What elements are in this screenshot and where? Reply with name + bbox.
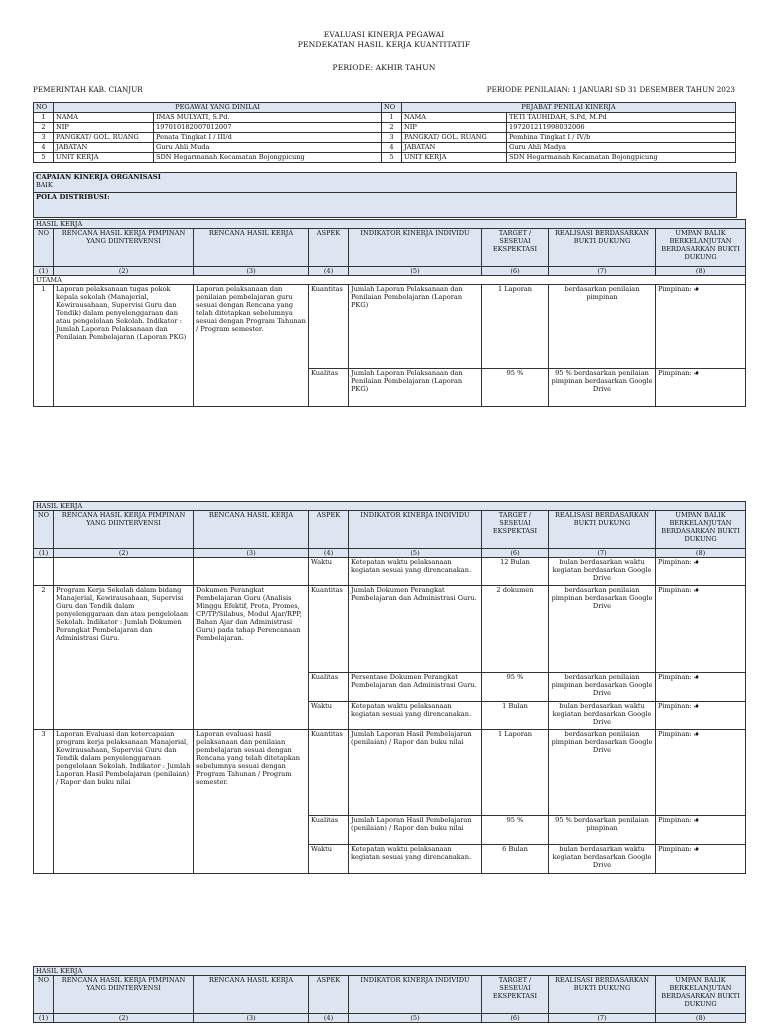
col-header-umpan-balik: UMPAN BALIK BERKELANJUTAN BERDASARKAN BUKTI DUKUNG bbox=[656, 229, 746, 267]
target-cell: 95 % bbox=[482, 673, 549, 702]
umpan-balik-cell bbox=[656, 816, 746, 845]
target-cell: 1 Laporan bbox=[482, 285, 549, 369]
table-row bbox=[34, 558, 746, 586]
aspek-cell: Kualitas bbox=[309, 816, 349, 845]
identity-label: PANGKAT/ GOL. RUANG bbox=[54, 133, 154, 143]
umpan-balik-label: Pimpinan: bbox=[658, 673, 692, 681]
doc-periode: PERIODE: AKHIR TAHUN bbox=[332, 63, 436, 72]
hasil-kerja-header-row bbox=[34, 976, 746, 1014]
rhk-cell: Laporan evaluasi hasil pelaksanaan dan penilaian pembelajaran sesuai dengan Rencana yang telah ditetapkan sebelumnya sesuai dengan Program Tahunan / Program semester. bbox=[194, 730, 309, 874]
indikator-cell: Jumlah Laporan Pelaksanaan dan Penilaian Pembelajaran (Laporan PKG) bbox=[349, 285, 482, 369]
umpan-balik-label: Pimpinan: bbox=[658, 558, 692, 566]
identity-label: PANGKAT/ GOL. RUANG bbox=[402, 133, 507, 143]
periode-penilaian-label: PERIODE PENILAIAN: 1 JANUARI SD 31 DESEMBER TAHUN 2023 bbox=[486, 85, 735, 94]
identity-header-row bbox=[34, 103, 736, 113]
identity-no: 4 bbox=[382, 143, 402, 153]
pejabat-header: PEJABAT PENILAI KINERJA bbox=[402, 103, 736, 113]
col-header-indikator: INDIKATOR KINERJA INDIVIDU bbox=[349, 511, 482, 549]
col-number: (1) bbox=[34, 1014, 54, 1023]
realisasi-cell: bulan berdasarkan waktu kegiatan berdasarkan Google Drive bbox=[549, 845, 656, 874]
col-header-rhk-pimpinan: RENCANA HASIL KERJA PIMPINAN YANG DIINTERVENSI bbox=[54, 511, 194, 549]
realisasi-cell: bulan berdasarkan waktu kegiatan berdasarkan Google Drive bbox=[549, 702, 656, 730]
column-number-row bbox=[34, 267, 746, 276]
col-number: (5) bbox=[349, 1014, 482, 1023]
col-header-realisasi: REALISASI BERDASARKAN BUKTI DUKUNG bbox=[549, 976, 656, 1014]
realisasi-cell: berdasarkan penilaian pimpinan bbox=[549, 285, 656, 369]
col-number: (1) bbox=[34, 267, 54, 276]
rhk-pimpinan-cell: Program Kerja Sekolah dalam bidang Manajerial, Kewirausahaan, Supervisi Guru dan Tendik dalam penyelenggaraan dan atau pengelolaan Sekolah. Indikator : Jumlah Dokumen Perangkat Pembelajaran dan Administrasi Guru. bbox=[54, 586, 194, 730]
rhk-cell: Dokumen Perangkat Pembelajaran Guru (Analisis Minggu Efektif, Prota, Promes, CP/TP/Silabus, Modul Ajar/RPP, Bahan Ajar dan Administrasi Guru) pada tahap Perencanaan Pembelajaran. bbox=[194, 586, 309, 730]
col-number: (7) bbox=[549, 549, 656, 558]
col-header-rhk: RENCANA HASIL KERJA bbox=[194, 229, 309, 267]
col-header-rhk-pimpinan: RENCANA HASIL KERJA PIMPINAN YANG DIINTERVENSI bbox=[54, 976, 194, 1014]
col-number: (6) bbox=[482, 1014, 549, 1023]
capaian-kinerja-block bbox=[33, 172, 737, 193]
indikator-cell: Jumlah Laporan Hasil Pembelajaran (penilaian) / Rapor dan buku nilai bbox=[349, 816, 482, 845]
hasil-kerja-table-2 bbox=[33, 501, 746, 874]
col-header-realisasi: REALISASI BERDASARKAN BUKTI DUKUNG bbox=[549, 229, 656, 267]
identity-left-value: Guru Ahli Muda bbox=[154, 143, 382, 153]
aspek-cell: Waktu bbox=[309, 845, 349, 874]
col-header-realisasi: REALISASI BERDASARKAN BUKTI DUKUNG bbox=[549, 511, 656, 549]
identity-right-value: Guru Ahli Madya bbox=[507, 143, 736, 153]
doc-title-1: EVALUASI KINERJA PEGAWAI bbox=[323, 30, 445, 39]
indikator-cell: Jumlah Dokumen Perangkat Pembelajaran dan Administrasi Guru. bbox=[349, 586, 482, 673]
identity-label: NIP bbox=[54, 123, 154, 133]
identity-label: UNIT KERJA bbox=[402, 153, 507, 163]
identity-no: 4 bbox=[34, 143, 54, 153]
identity-row bbox=[34, 123, 736, 133]
col-number: (1) bbox=[34, 549, 54, 558]
aspek-cell: Waktu bbox=[309, 558, 349, 586]
col-number: (3) bbox=[194, 1014, 309, 1023]
instansi-label: PEMERINTAH KAB. CIANJUR bbox=[33, 85, 143, 94]
umpan-balik-label: Pimpinan: bbox=[658, 369, 692, 377]
realisasi-cell: berdasarkan penilaian pimpinan berdasarkan Google Drive bbox=[549, 586, 656, 673]
umpan-balik-cell bbox=[656, 673, 746, 702]
col-header-rhk: RENCANA HASIL KERJA bbox=[194, 976, 309, 1014]
col-number: (2) bbox=[54, 549, 194, 558]
identity-label: NIP bbox=[402, 123, 507, 133]
hasil-kerja-header-row bbox=[34, 511, 746, 549]
col-number: (5) bbox=[349, 267, 482, 276]
table-row bbox=[34, 730, 746, 816]
col-header-no: NO bbox=[34, 976, 54, 1014]
identity-label: JABATAN bbox=[54, 143, 154, 153]
target-cell: 1 Bulan bbox=[482, 702, 549, 730]
hasil-kerja-caption: HASIL KERJA bbox=[34, 220, 746, 229]
doc-title-2: PENDEKATAN HASIL KERJA KUANTITATIF bbox=[297, 40, 471, 49]
utama-label: UTAMA bbox=[34, 276, 746, 285]
col-number: (3) bbox=[194, 549, 309, 558]
umpan-balik-cell bbox=[656, 702, 746, 730]
identity-row bbox=[34, 153, 736, 163]
rhk-cell: Laporan pelaksanaan dan penilaian pembelajaran guru sesuai dengan Rencana yang telah ditetapkan sebelumnya sesuai dengan Program Tahunan / Program semester. bbox=[194, 285, 309, 407]
column-number-row bbox=[34, 1014, 746, 1023]
umpan-balik-cell bbox=[656, 285, 746, 369]
pola-title: POLA DISTRIBUSI: bbox=[36, 193, 110, 201]
col-number: (7) bbox=[549, 267, 656, 276]
identity-left-value: SDN Hegarmanah Kecamatan Bojongpicung bbox=[154, 153, 382, 163]
pola-distribusi-block bbox=[33, 192, 737, 218]
thumbs-up-icon bbox=[694, 559, 699, 564]
aspek-cell: Kualitas bbox=[309, 369, 349, 407]
identity-right-value: Pembina Tingkat I / IV/b bbox=[507, 133, 736, 143]
umpan-balik-label: Pimpinan: bbox=[658, 816, 692, 824]
col-header-aspek: ASPEK bbox=[309, 511, 349, 549]
doc-info-line bbox=[33, 85, 735, 94]
col-header-rhk: RENCANA HASIL KERJA bbox=[194, 511, 309, 549]
aspek-cell: Kuantitas bbox=[309, 730, 349, 816]
identity-no: 1 bbox=[382, 113, 402, 123]
umpan-balik-cell bbox=[656, 369, 746, 407]
capaian-title: CAPAIAN KINERJA ORGANISASI bbox=[36, 173, 161, 181]
realisasi-cell: 95 % berdasarkan penilaian pimpinan bbox=[549, 816, 656, 845]
col-number: (4) bbox=[309, 267, 349, 276]
umpan-balik-label: Pimpinan: bbox=[658, 730, 692, 738]
hasil-kerja-caption: HASIL KERJA bbox=[34, 502, 746, 511]
thumbs-up-icon bbox=[694, 846, 699, 851]
realisasi-cell: berdasarkan penilaian pimpinan berdasarkan Google Drive bbox=[549, 673, 656, 702]
identity-no: 2 bbox=[382, 123, 402, 133]
aspek-cell: Kuantitas bbox=[309, 586, 349, 673]
indikator-cell: Jumlah Laporan Pelaksanaan dan Penilaian Pembelajaran (Laporan PKG) bbox=[349, 369, 482, 407]
col-header-no: NO bbox=[34, 229, 54, 267]
table-row bbox=[34, 285, 746, 369]
identity-label: NAMA bbox=[402, 113, 507, 123]
col-header-umpan-balik: UMPAN BALIK BERKELANJUTAN BERDASARKAN BUKTI DUKUNG bbox=[656, 976, 746, 1014]
thumbs-up-icon bbox=[694, 370, 699, 375]
umpan-balik-label: Pimpinan: bbox=[658, 845, 692, 853]
column-number-row bbox=[34, 549, 746, 558]
identity-label: JABATAN bbox=[402, 143, 507, 153]
col-number: (4) bbox=[309, 1014, 349, 1023]
thumbs-up-icon bbox=[694, 286, 699, 291]
target-cell: 95 % bbox=[482, 816, 549, 845]
identity-no: 1 bbox=[34, 113, 54, 123]
hasil-kerja-caption: HASIL KERJA bbox=[34, 967, 746, 976]
aspek-cell: Waktu bbox=[309, 702, 349, 730]
indikator-cell: Ketepatan waktu pelaksanaan kegiatan sesuai yang direncanakan. bbox=[349, 558, 482, 586]
identity-left-value: IMAS MULYATI, S.Pd. bbox=[154, 113, 382, 123]
hasil-kerja-table-1 bbox=[33, 219, 746, 407]
col-number: (4) bbox=[309, 549, 349, 558]
col-number: (5) bbox=[349, 549, 482, 558]
target-cell: 12 Bulan bbox=[482, 558, 549, 586]
col-number: (2) bbox=[54, 267, 194, 276]
umpan-balik-cell bbox=[656, 586, 746, 673]
thumbs-up-icon bbox=[694, 674, 699, 679]
identity-left-value: 197010182007012007 bbox=[154, 123, 382, 133]
col-header-indikator: INDIKATOR KINERJA INDIVIDU bbox=[349, 229, 482, 267]
target-cell: 95 % bbox=[482, 369, 549, 407]
identity-right-value: SDN Hegarmanah Kecamatan Bojongpicung bbox=[507, 153, 736, 163]
thumbs-up-icon bbox=[694, 703, 699, 708]
col-header-indikator: INDIKATOR KINERJA INDIVIDU bbox=[349, 976, 482, 1014]
col-number: (8) bbox=[656, 549, 746, 558]
capaian-value: BAIK bbox=[36, 181, 53, 189]
indikator-cell: Ketepatan waktu pelaksanaan kegiatan sesuai yang direncanakan. bbox=[349, 845, 482, 874]
umpan-balik-label: Pimpinan: bbox=[658, 586, 692, 594]
identity-label: UNIT KERJA bbox=[54, 153, 154, 163]
identity-no: 3 bbox=[382, 133, 402, 143]
table-row bbox=[34, 586, 746, 673]
indikator-cell: Ketepatan waktu pelaksanaan kegiatan sesuai yang direncanakan. bbox=[349, 702, 482, 730]
rhk-pimpinan-cell: Laporan pelaksanaan tugas pokok kepala sekolah (Manajerial, Kewirausahaan, Supervisi Guru dan Tendik) dalam penyelenggaraan dan atau pengelolaan Sekolah. Indikator : Jumlah Laporan Pelaksanaan dan Penilaian Pembelajaran (Laporan PKG) bbox=[54, 285, 194, 407]
col-number: (6) bbox=[482, 267, 549, 276]
col-number: (7) bbox=[549, 1014, 656, 1023]
identity-left-value: Penata Tingkat I / III/d bbox=[154, 133, 382, 143]
col-header-target: TARGET / SESEUAI EKSPEKTASI bbox=[482, 976, 549, 1014]
target-cell: 2 dokumen bbox=[482, 586, 549, 673]
identity-no: 2 bbox=[34, 123, 54, 133]
pegawai-header: PEGAWAI YANG DINILAI bbox=[54, 103, 382, 113]
hasil-kerja-table-3 bbox=[33, 966, 746, 1023]
col-number: (8) bbox=[656, 267, 746, 276]
col-header-umpan-balik: UMPAN BALIK BERKELANJUTAN BERDASARKAN BUKTI DUKUNG bbox=[656, 511, 746, 549]
thumbs-up-icon bbox=[694, 731, 699, 736]
col-number: (8) bbox=[656, 1014, 746, 1023]
indikator-cell: Jumlah Laporan Hasil Pembelajaran (penilaian) / Rapor dan buku nilai bbox=[349, 730, 482, 816]
col-number: (2) bbox=[54, 1014, 194, 1023]
identity-right-value: 197201211998032006 bbox=[507, 123, 736, 133]
identity-no: 3 bbox=[34, 133, 54, 143]
realisasi-cell: berdasarkan penilaian pimpinan berdasarkan Google Drive bbox=[549, 730, 656, 816]
col-header-aspek: ASPEK bbox=[309, 976, 349, 1014]
thumbs-up-icon bbox=[694, 817, 699, 822]
col-header-aspek: ASPEK bbox=[309, 229, 349, 267]
col-number: (6) bbox=[482, 549, 549, 558]
umpan-balik-cell bbox=[656, 845, 746, 874]
target-cell: 1 Laporan bbox=[482, 730, 549, 816]
realisasi-cell: bulan berdasarkan waktu kegiatan berdasarkan Google Drive bbox=[549, 558, 656, 586]
identity-no-header-right: NO bbox=[382, 103, 402, 113]
identity-right-value: TETI TAUHIDAH, S.Pd, M.Pd bbox=[507, 113, 736, 123]
col-header-target: TARGET / SESEUAI EKSPEKTASI bbox=[482, 229, 549, 267]
col-header-no: NO bbox=[34, 511, 54, 549]
identity-row bbox=[34, 143, 736, 153]
umpan-balik-label: Pimpinan: bbox=[658, 702, 692, 710]
umpan-balik-cell bbox=[656, 558, 746, 586]
identity-no-header: NO bbox=[34, 103, 54, 113]
item-no: 2 bbox=[34, 586, 54, 730]
identity-no: 5 bbox=[382, 153, 402, 163]
target-cell: 6 Bulan bbox=[482, 845, 549, 874]
umpan-balik-label: Pimpinan: bbox=[658, 285, 692, 293]
identity-row bbox=[34, 133, 736, 143]
col-header-rhk-pimpinan: RENCANA HASIL KERJA PIMPINAN YANG DIINTERVENSI bbox=[54, 229, 194, 267]
hasil-kerja-header-row bbox=[34, 229, 746, 267]
thumbs-up-icon bbox=[694, 587, 699, 592]
item-no: 3 bbox=[34, 730, 54, 874]
aspek-cell: Kualitas bbox=[309, 673, 349, 702]
aspek-cell: Kuantitas bbox=[309, 285, 349, 369]
rhk-pimpinan-cell: Laporan Evaluasi dan ketercapaian program kerja pelaksanaan Manajerial, Kewirausahaan, Supervisi Guru dan Tendik dalam penyelenggaraan pengelolaan Sekolah. Indikator : Jumlah Laporan Hasil Pembelajaran (penilaian) / Rapor dan buku nilai bbox=[54, 730, 194, 874]
identity-label: NAMA bbox=[54, 113, 154, 123]
identity-no: 5 bbox=[34, 153, 54, 163]
item-no: 1 bbox=[34, 285, 54, 407]
identity-table bbox=[33, 102, 736, 163]
umpan-balik-cell bbox=[656, 730, 746, 816]
col-number: (3) bbox=[194, 267, 309, 276]
col-header-target: TARGET / SESEUAI EKSPEKTASI bbox=[482, 511, 549, 549]
identity-row bbox=[34, 113, 736, 123]
realisasi-cell: 95 % berdasarkan penilaian pimpinan berdasarkan Google Drive bbox=[549, 369, 656, 407]
indikator-cell: Persentase Dokumen Perangkat Pembelajaran dan Administrasi Guru. bbox=[349, 673, 482, 702]
